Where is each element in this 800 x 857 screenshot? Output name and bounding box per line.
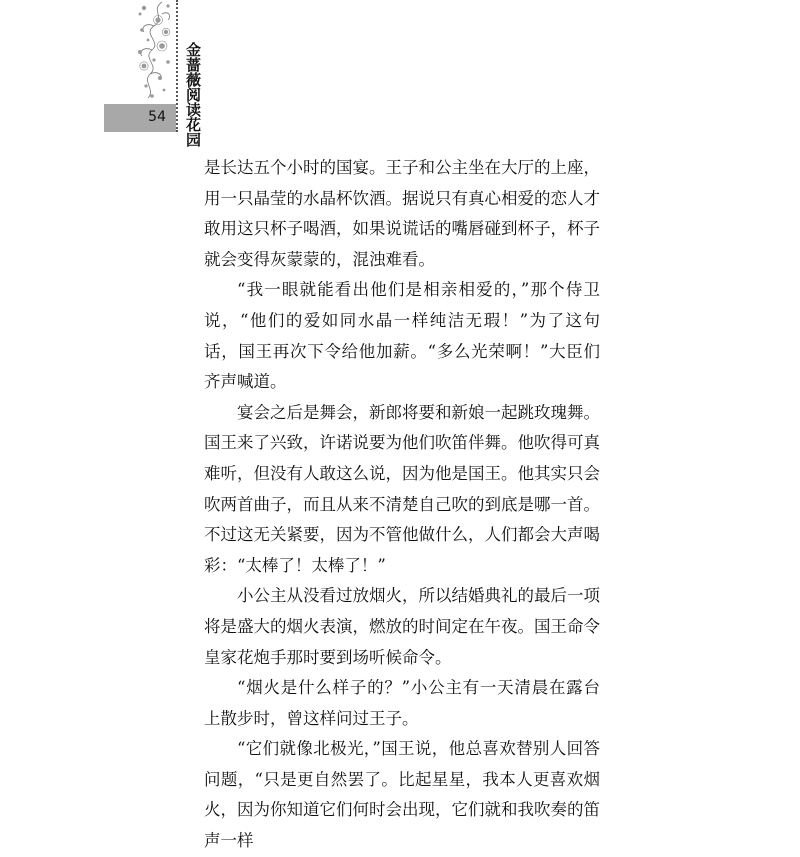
paragraph: “烟火是什么样子的？”小公主有一天清晨在露台上散步时，曾这样问过王子。: [204, 678, 600, 728]
series-title: 金蔷薇阅读花园: [184, 42, 202, 147]
paragraph: 是长达五个小时的国宴。王子和公主坐在大厅的上座，用一只晶莹的水晶杯饮酒。据说只有真心相爱的恋人才敢用这只杯子喝酒，如果说谎话的嘴唇碰到杯子，杯子就会变得灰蒙蒙的，混浊难看。: [204, 158, 600, 269]
floral-ornament-icon: [132, 0, 176, 100]
paragraph: “我一眼就能看出他们是相亲相爱的，”那个侍卫说，“他们的爱如同水晶一样纯洁无瑕！”为了这句话，国王再次下令给他加薪。“多么光荣啊！”大臣们齐声喊道。: [204, 280, 600, 392]
paragraph: “它们就像北极光，”国王说，他总喜欢替别人回答问题，“只是更自然罢了。比起星星，我本人更喜欢烟火，因为你知道它们何时会出现，它们就和我吹奏的笛声一样: [204, 739, 600, 851]
dotted-divider: [176, 0, 178, 132]
paragraph: 小公主从没看过放烟火，所以结婚典礼的最后一项将是盛大的烟火表演，燃放的时间定在午夜。国王命令皇家花炮手那时要到场听候命令。: [204, 586, 600, 667]
body-text: [204, 153, 600, 857]
page-number: 54: [148, 109, 166, 125]
page-number-block: [104, 104, 176, 132]
paragraph: 宴会之后是舞会，新郎将要和新娘一起跳玫瑰舞。国王来了兴致，许诺说要为他们吹笛伴舞。他吹得可真难听，但没有人敢这么说，因为他是国王。他其实只会吹两首曲子，而且从来不清楚自己吹的到底是哪一首。不过这无关紧要，因为不管他做什么，人们都会大声喝彩：“太棒了！太棒了！”: [204, 402, 600, 575]
